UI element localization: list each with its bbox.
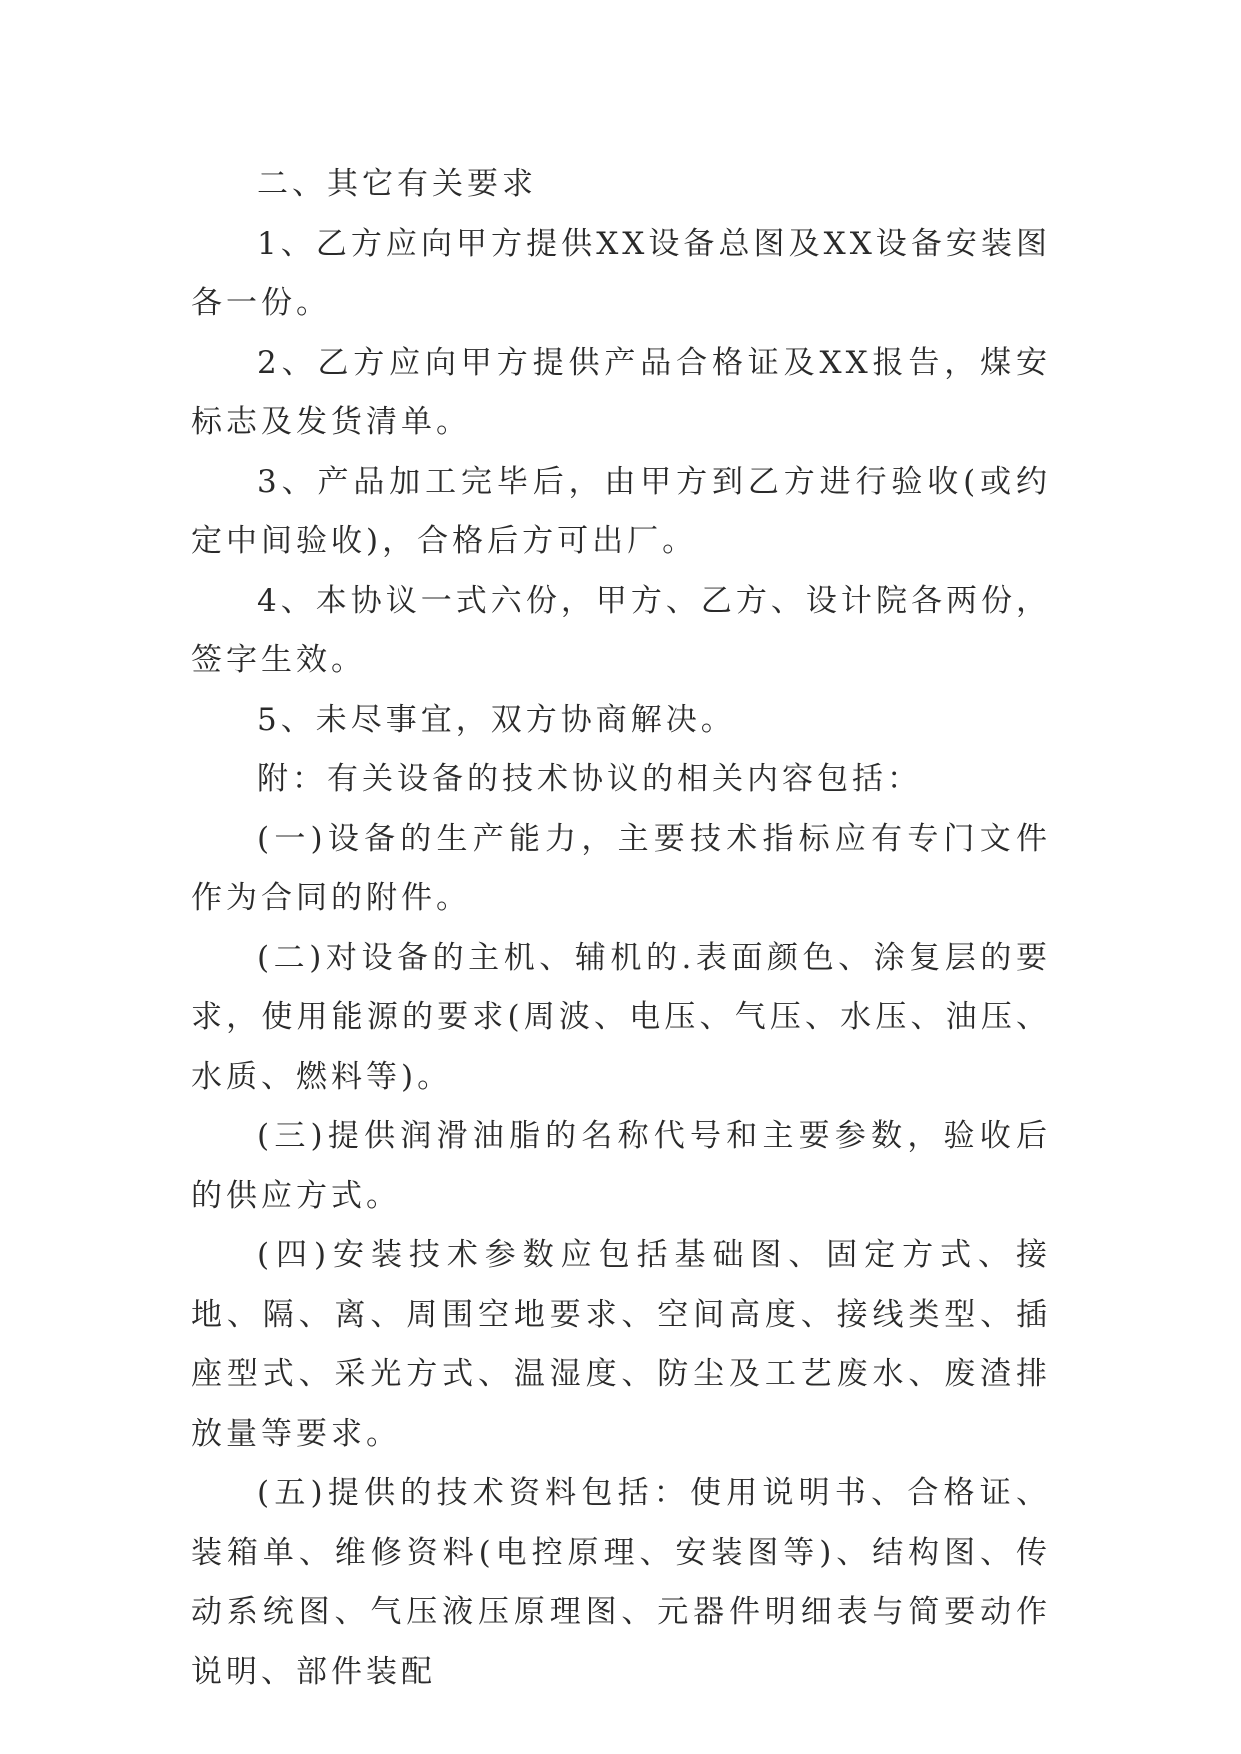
requirement-item-4: 4、本协议一式六份，甲方、乙方、设计院各两份，签字生效。: [191, 582, 1051, 678]
requirement-item-2: 2、乙方应向甲方提供产品合格证及XX报告，煤安标志及发货清单。: [191, 344, 1051, 440]
appendix-heading: 附：有关设备的技术协议的相关内容包括：: [257, 761, 922, 797]
document-body: [191, 155, 1051, 1702]
requirement-item-1: 1、乙方应向甲方提供XX设备总图及XX设备安装图各一份。: [191, 225, 1051, 321]
requirement-item-5: 5、未尽事宜，双方协商解决。: [257, 701, 736, 738]
requirement-item-3: 3、产品加工完毕后，由甲方到乙方进行验收(或约定中间验收)，合格后方可出厂。: [191, 463, 1051, 559]
appendix-item-3: (三)提供润滑油脂的名称代号和主要参数，验收后的供应方式。: [191, 1118, 1051, 1214]
appendix-item-2: (二)对设备的主机、辅机的.表面颜色、涂复层的要求，使用能源的要求(周波、电压、气压、水压、油压、水质、燃料等)。: [191, 939, 1051, 1095]
appendix-item-5: (五)提供的技术资料包括：使用说明书、合格证、装箱单、维修资料(电控原理、安装图等)、结构图、传动系统图、气压液压原理图、元器件明细表与简要动作说明、部件装配: [191, 1475, 1051, 1690]
appendix-item-1: (一)设备的生产能力，主要技术指标应有专门文件作为合同的附件。: [191, 820, 1051, 916]
section-heading: 二、其它有关要求: [257, 166, 537, 202]
appendix-item-4: (四)安装技术参数应包括基础图、固定方式、接地、隔、离、周围空地要求、空间高度、接线类型、插座型式、采光方式、温湿度、防尘及工艺废水、废渣排放量等要求。: [191, 1237, 1051, 1452]
